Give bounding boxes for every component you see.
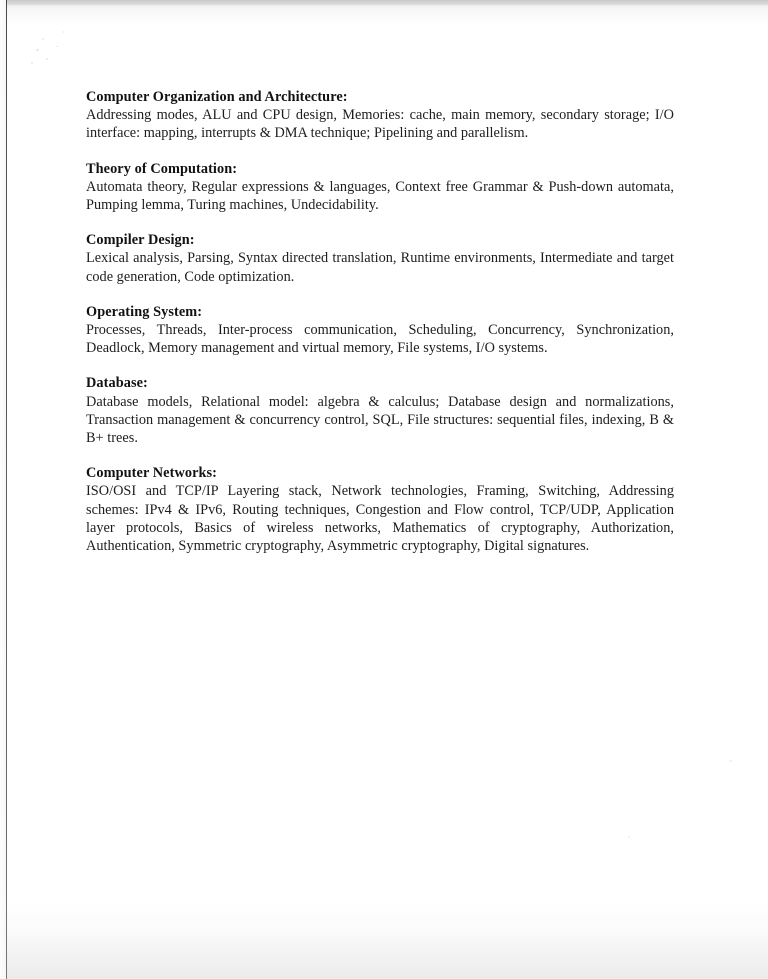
section-body: Automata theory, Regular expressions & languages, Context free Grammar & Push-down automata, Pumping lemma, Turing machines, Undecidability. — [86, 178, 674, 214]
syllabus-section — [86, 88, 674, 143]
section-heading: Compiler Design: — [86, 232, 195, 249]
syllabus-section — [86, 464, 674, 555]
syllabus-section — [86, 374, 674, 447]
syllabus-text-column — [86, 88, 674, 555]
section-heading: Database: — [86, 375, 148, 392]
syllabus-section — [86, 160, 674, 215]
section-heading: Computer Organization and Architecture: — [86, 89, 348, 105]
scan-speckle-artifact — [63, 31, 64, 33]
scan-top-edge-artifact — [0, 0, 768, 5]
syllabus-section — [86, 231, 674, 286]
scan-speckle-artifact — [628, 836, 630, 838]
section-heading: Theory of Computation: — [86, 160, 238, 177]
section-heading: Operating System: — [86, 303, 203, 320]
scan-speckle-artifact — [56, 46, 58, 47]
section-body: Lexical analysis, Parsing, Syntax directed translation, Runtime environments, Intermediate and target code generation, Code optimization. — [86, 250, 674, 285]
scan-speckle-artifact — [46, 58, 48, 60]
scan-speckle-artifact — [729, 760, 732, 762]
scan-speckle-artifact — [36, 49, 39, 51]
scan-speckle-artifact — [31, 62, 33, 64]
syllabus-section — [86, 303, 674, 358]
section-body: Database models, Relational model: algebra & calculus; Database design and normalizations, Transaction management & concurrency control, SQL, File structures: sequential files, indexing, B & B+ trees. — [86, 393, 674, 447]
scan-left-edge-line-artifact — [6, 0, 7, 979]
section-body: Addressing modes, ALU and CPU design, Memories: cache, main memory, secondary storage; I/O interface: mapping, interrupts & DMA technique; Pipelining and parallelism. — [86, 107, 674, 142]
section-body: ISO/OSI and TCP/IP Layering stack, Network technologies, Framing, Switching, Addressing schemes: IPv4 & IPv6, Routing techniques, Congestion and Flow control, TCP/UDP, Application layer protocols, Basics of wireless networks, Mathematics of cryptography, Authorization, Authentication, Symmetric cryptography, Asymmetric cryptography, Digital signatures. — [86, 483, 674, 555]
section-body: Processes, Threads, Inter-process communication, Scheduling, Concurrency, Synchronization, Deadlock, Memory management and virtual memory, File systems, I/O systems. — [86, 322, 674, 357]
scan-speckle-artifact — [42, 38, 44, 40]
section-heading: Computer Networks: — [86, 465, 218, 482]
